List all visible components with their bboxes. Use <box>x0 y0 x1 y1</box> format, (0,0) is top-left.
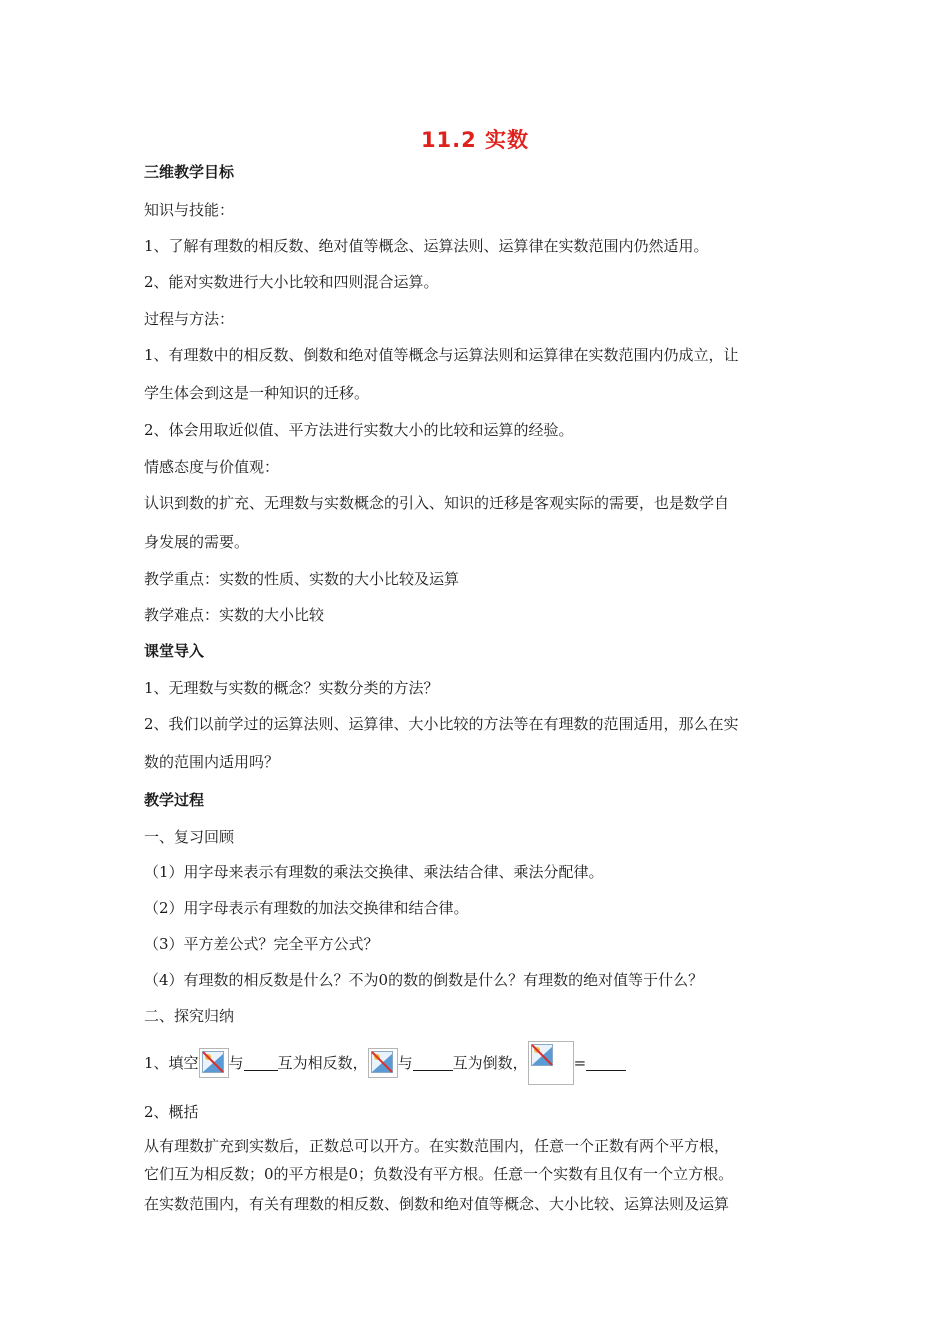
paragraph-line: 2、体会用取近似值、平方法进行实数大小的比较和运算的经验。 <box>144 421 574 439</box>
fill-text-equals: = <box>573 1054 587 1072</box>
document-title: 11.2 实数 <box>420 128 530 152</box>
paragraph-line: 1、无理数与实数的概念？实数分类的方法？ <box>144 679 439 697</box>
paragraph-line: 教学重点：实数的性质、实数的大小比较及运算 <box>144 570 460 588</box>
fill-text-reciprocal: 互为倒数， <box>452 1054 528 1072</box>
paragraph-line: 它们互为相反数；0的平方根是0；负数没有平方根。任意一个实数有且仅有一个立方根。 <box>144 1165 734 1183</box>
paragraph-line: 认识到数的扩充、无理数与实数概念的引入、知识的迁移是客观实际的需要，也是数学自 <box>144 494 730 512</box>
paragraph-line: （3）平方差公式？完全平方公式？ <box>144 935 379 953</box>
broken-image-icon <box>199 1048 229 1078</box>
paragraph-line: 2、我们以前学过的运算法则、运算律、大小比较的方法等在有理数的范围适用，那么在实 <box>144 715 739 733</box>
paragraph-line: 教学难点：实数的大小比较 <box>144 606 325 624</box>
fill-prefix: 1、填空 <box>144 1054 199 1072</box>
paragraph-line: 身发展的需要。 <box>144 533 250 551</box>
paragraph-line: 在实数范围内，有关有理数的相反数、倒数和绝对值等概念、大小比较、运算法则及运算 <box>144 1195 730 1213</box>
subheading-attitudes-values: 情感态度与价值观： <box>144 458 280 476</box>
fill-text-with: 与 <box>228 1054 244 1072</box>
answer-blank[interactable] <box>244 1056 278 1071</box>
answer-blank[interactable] <box>413 1056 453 1071</box>
fill-in-blank-line <box>144 1044 626 1082</box>
broken-image-icon <box>368 1048 398 1078</box>
paragraph-line: 1、有理数中的相反数、倒数和绝对值等概念与运算法则和运算律在实数范围内仍成立，让 <box>144 346 739 364</box>
subheading-knowledge-skills: 知识与技能： <box>144 201 235 219</box>
paragraph-line: 学生体会到这是一种知识的迁移。 <box>144 384 370 402</box>
paragraph-line: 一、复习回顾 <box>144 828 235 846</box>
paragraph-line: 2、能对实数进行大小比较和四则混合运算。 <box>144 273 439 291</box>
broken-image-icon <box>528 1041 574 1085</box>
paragraph-line: 二、探究归纳 <box>144 1007 235 1025</box>
section-heading-objectives: 三维教学目标 <box>144 163 235 181</box>
answer-blank[interactable] <box>586 1056 626 1071</box>
section-heading-process: 教学过程 <box>144 791 205 809</box>
paragraph-line: 2、概括 <box>144 1103 199 1121</box>
paragraph-line: 从有理数扩充到实数后，正数总可以开方。在实数范围内，任意一个正数有两个平方根， <box>144 1137 730 1155</box>
fill-text-opposite: 互为相反数， <box>277 1054 368 1072</box>
paragraph-line: （2）用字母表示有理数的加法交换律和结合律。 <box>144 899 469 917</box>
paragraph-line: 数的范围内适用吗？ <box>144 753 280 771</box>
paragraph-line: （4）有理数的相反数是什么？不为0的数的倒数是什么？有理数的绝对值等于什么？ <box>144 971 704 989</box>
paragraph-line: 1、了解有理数的相反数、绝对值等概念、运算法则、运算律在实数范围内仍然适用。 <box>144 237 709 255</box>
section-heading-introduction: 课堂导入 <box>144 642 205 660</box>
paragraph-line: （1）用字母来表示有理数的乘法交换律、乘法结合律、乘法分配律。 <box>144 863 604 881</box>
subheading-process-methods: 过程与方法： <box>144 310 235 328</box>
fill-text-with: 与 <box>397 1054 413 1072</box>
